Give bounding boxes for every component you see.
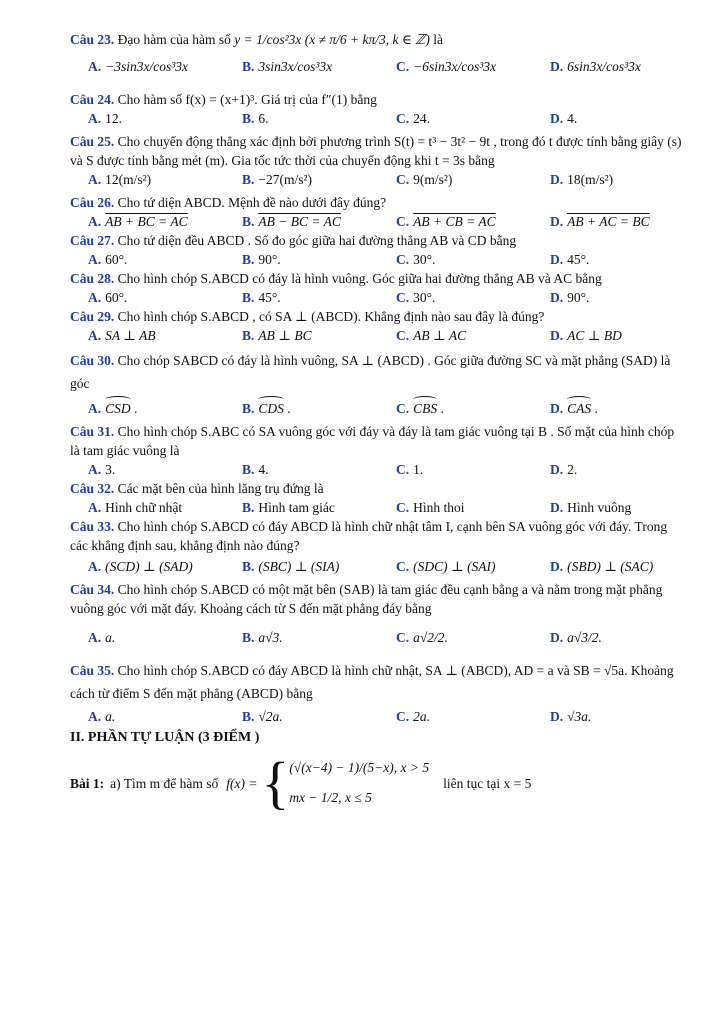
option-d[interactable]: D. 2.	[550, 462, 578, 477]
option-d[interactable]: D. 90°.	[550, 290, 590, 305]
option-d[interactable]: D. a√3/2.	[550, 630, 602, 645]
exercise-text-end: liên tục tại x = 5	[443, 775, 532, 791]
option-a[interactable]: A. 60°.	[88, 252, 128, 267]
options-30	[88, 399, 703, 418]
question-34: Câu 34. Cho hình chóp S.ABCD có một mặt bên (SAB) là tam giác đều cạnh bằng a và nằm trong mặt phẳng vuông góc với mặt đáy. Khoảng cách từ S đến mặt phẳng đáy bằng	[70, 582, 663, 616]
question-31: Câu 31. Cho hình chóp S.ABC có SA vuông góc với đáy và đáy là tam giác vuông tại B . Số mặt của hình chóp là tam giác vuông là	[70, 424, 675, 458]
option-a[interactable]: A. SA ⊥ AB	[88, 328, 156, 343]
brace-glyph: {	[261, 750, 290, 815]
section-title: II. PHẦN TỰ LUẬN (3 ĐIỂM )	[70, 730, 260, 745]
question-text: Cho hàm số f(x) = (x+1)³. Giá trị của f″(1) bằng	[117, 92, 377, 107]
option-c[interactable]: C. AB + CB = AC	[396, 214, 496, 229]
option-c[interactable]: C. 9(m/s²)	[396, 172, 453, 187]
option-b[interactable]: B. 45°.	[242, 290, 281, 305]
exercise-text: a) Tìm m để hàm số	[110, 775, 219, 791]
question-text: Cho chuyển động thẳng xác định bởi phương trình S(t) = t³ − 3t² − 9t , trong đó t được tính bằng giây (s) và S được tính bằng mét (m). Gia tốc tức thời của chuyển động khi t = 3s bằng	[70, 134, 682, 168]
options-31	[88, 460, 703, 479]
option-c[interactable]: C. CBS .	[396, 401, 444, 416]
option-b[interactable]: B. AB ⊥ BC	[242, 328, 312, 343]
option-b[interactable]: B. CDS .	[242, 401, 291, 416]
options-26	[88, 212, 703, 231]
option-a[interactable]: A. Hình chữ nhật	[88, 500, 183, 515]
question-text: Các mặt bên của hình lăng trụ đứng là	[117, 481, 324, 496]
exercise-label: Bài 1:	[70, 775, 105, 791]
question-28: Câu 28. Cho hình chóp S.ABCD có đáy là hình vuông. Góc giữa hai đường thẳng AB và AC bằng	[70, 271, 602, 286]
options-35	[88, 707, 703, 726]
option-b[interactable]: B. 6.	[242, 111, 269, 126]
options-33	[88, 557, 703, 576]
question-text: Cho hình chóp S.ABCD , có SA ⊥ (ABCD). Khẳng định nào sau đây là đúng?	[117, 309, 545, 324]
question-label: Câu 23.	[70, 32, 115, 47]
option-c[interactable]: C. a√2/2.	[396, 630, 448, 645]
option-a[interactable]: A. 12(m/s²)	[88, 172, 152, 187]
question-33: Câu 33. Cho hình chóp S.ABCD có đáy ABCD là hình chữ nhật tâm I, cạnh bên SA vuông góc với đáy. Trong các khẳng định sau, khẳng định nào đúng?	[70, 519, 668, 553]
question-32: Câu 32. Các mặt bên của hình lăng trụ đứng là	[70, 481, 324, 496]
question-text: Cho hình chóp S.ABCD có đáy ABCD là hình chữ nhật tâm I, cạnh bên SA vuông góc với đáy. Trong các khẳng định sau, khẳng định nào đúng?	[70, 519, 668, 553]
options-34	[88, 628, 703, 647]
question-text: Cho hình chóp S.ABCD có đáy là hình vuông. Góc giữa hai đường thẳng AB và AC bằng	[117, 271, 602, 286]
option-a[interactable]: A. 3.	[88, 462, 116, 477]
options-28	[88, 288, 703, 307]
options-24	[88, 109, 703, 128]
question-condition: (x ≠ π/6 + kπ/3, k ∈ ℤ)	[304, 32, 430, 47]
option-c[interactable]: C. 24.	[396, 111, 430, 126]
question-27: Câu 27. Cho tứ diện đều ABCD . Số đo góc giữa hai đường thẳng AB và CD bằng	[70, 233, 517, 248]
option-c[interactable]: C. (SDC) ⊥ (SAI)	[396, 559, 496, 574]
option-d[interactable]: D. 6sin3x/cos³3x	[550, 59, 641, 74]
option-d[interactable]: D. (SBD) ⊥ (SAC)	[550, 559, 654, 574]
option-b[interactable]: B. a√3.	[242, 630, 283, 645]
question-30: Câu 30. Cho chóp SABCD có đáy là hình vuông, SA ⊥ (ABCD) . Góc giữa đường SC và mặt phẳng (SAD) là góc	[70, 353, 671, 391]
option-a[interactable]: A. CSD .	[88, 401, 138, 416]
option-c[interactable]: C. AB ⊥ AC	[396, 328, 467, 343]
option-a[interactable]: A. a.	[88, 709, 116, 724]
option-c[interactable]: C. −6sin3x/cos³3x	[396, 59, 497, 74]
options-25	[88, 170, 703, 189]
option-a[interactable]: A. a.	[88, 630, 116, 645]
option-d[interactable]: D. Hình vuông	[550, 500, 632, 515]
options-27	[88, 250, 703, 269]
piece-1: (√(x−4) − 1)/(5−x), x > 5	[289, 760, 430, 775]
piecewise-cases	[289, 753, 429, 813]
question-26: Câu 26. Cho tứ diện ABCD. Mệnh đề nào dưới đây đúng?	[70, 195, 387, 210]
question-29: Câu 29. Cho hình chóp S.ABCD , có SA ⊥ (ABCD). Khẳng định nào sau đây là đúng?	[70, 309, 545, 324]
question-23	[70, 30, 685, 49]
question-text: Cho hình chóp S.ABCD có một mặt bên (SAB) là tam giác đều cạnh bằng a và nằm trong mặt phẳng vuông góc với mặt đáy. Khoảng cách từ S đến mặt phẳng đáy bằng	[70, 582, 663, 616]
option-c[interactable]: C. Hình thoi	[396, 500, 465, 515]
question-25: Câu 25. Cho chuyển động thẳng xác định bởi phương trình S(t) = t³ − 3t² − 9t , trong đó t được tính bằng giây (s) và S được tính bằng mét (m). Gia tốc tức thời của chuyển động khi t = 3s bằng	[70, 134, 682, 168]
question-text: Cho tứ diện ABCD. Mệnh đề nào dưới đây đúng?	[117, 195, 387, 210]
question-function: y = 1/cos²3x	[234, 32, 302, 47]
option-d[interactable]: D. CAS .	[550, 401, 598, 416]
option-d[interactable]: D. 18(m/s²)	[550, 172, 614, 187]
option-a[interactable]: A. 60°.	[88, 290, 128, 305]
question-text: Cho hình chóp S.ABC có SA vuông góc với đáy và đáy là tam giác vuông tại B . Số mặt của hình chóp là tam giác vuông là	[70, 424, 675, 458]
options-23	[88, 57, 703, 76]
option-d[interactable]: D. AC ⊥ BD	[550, 328, 622, 343]
option-b[interactable]: B. 4.	[242, 462, 269, 477]
question-text: Cho tứ diện đều ABCD . Số đo góc giữa hai đường thẳng AB và CD bằng	[117, 233, 517, 248]
options-32	[88, 498, 703, 517]
option-b[interactable]: B. −27(m/s²)	[242, 172, 313, 187]
exam-page	[70, 30, 685, 813]
option-a[interactable]: A. 12.	[88, 111, 122, 126]
option-c[interactable]: C. 2a.	[396, 709, 430, 724]
question-text: Cho chóp SABCD có đáy là hình vuông, SA ⊥ (ABCD) . Góc giữa đường SC và mặt phẳng (SAD) là góc	[70, 353, 671, 391]
question-35: Câu 35. Cho hình chóp S.ABCD có đáy ABCD là hình chữ nhật, SA ⊥ (ABCD), AD = a và SB = √5a. Khoảng cách từ điểm S đến mặt phẳng (ABCD) bằng	[70, 663, 674, 701]
option-b[interactable]: B. 90°.	[242, 252, 281, 267]
option-b[interactable]: B. (SBC) ⊥ (SIA)	[242, 559, 340, 574]
option-d[interactable]: D. 45°.	[550, 252, 590, 267]
option-b[interactable]: B. Hình tam giác	[242, 500, 335, 515]
option-d[interactable]: D. AB + AC = BC	[550, 214, 650, 229]
piece-2: mx − 1/2, x ≤ 5	[289, 790, 372, 805]
option-b[interactable]: B. AB − BC = AC	[242, 214, 341, 229]
option-b[interactable]: B. √2a.	[242, 709, 283, 724]
option-d[interactable]: D. √3a.	[550, 709, 592, 724]
question-text: Cho hình chóp S.ABCD có đáy ABCD là hình chữ nhật, SA ⊥ (ABCD), AD = a và SB = √5a. Khoảng cách từ điểm S đến mặt phẳng (ABCD) bằng	[70, 663, 674, 701]
options-29	[88, 326, 703, 345]
option-c[interactable]: C. 1.	[396, 462, 424, 477]
option-a[interactable]: A. (SCD) ⊥ (SAD)	[88, 559, 193, 574]
option-a[interactable]: A. AB + BC = AC	[88, 214, 188, 229]
question-24: Câu 24. Cho hàm số f(x) = (x+1)³. Giá trị của f″(1) bằng	[70, 92, 377, 107]
option-d[interactable]: D. 4.	[550, 111, 578, 126]
question-text: Đạo hàm của hàm số	[117, 32, 231, 47]
option-c[interactable]: C. 30°.	[396, 252, 436, 267]
exercise-1: Bài 1: a) Tìm m để hàm số f(x) = { (√(x−4) − 1)/(5−x), x > 5 mx − 1/2, x ≤ 5 liên tục tại x = 5	[70, 750, 532, 815]
option-b[interactable]: B. 3sin3x/cos³3x	[242, 59, 333, 74]
option-c[interactable]: C. 30°.	[396, 290, 436, 305]
question-text-end: là	[433, 32, 443, 47]
option-a[interactable]: A. −3sin3x/cos³3x	[88, 59, 189, 74]
